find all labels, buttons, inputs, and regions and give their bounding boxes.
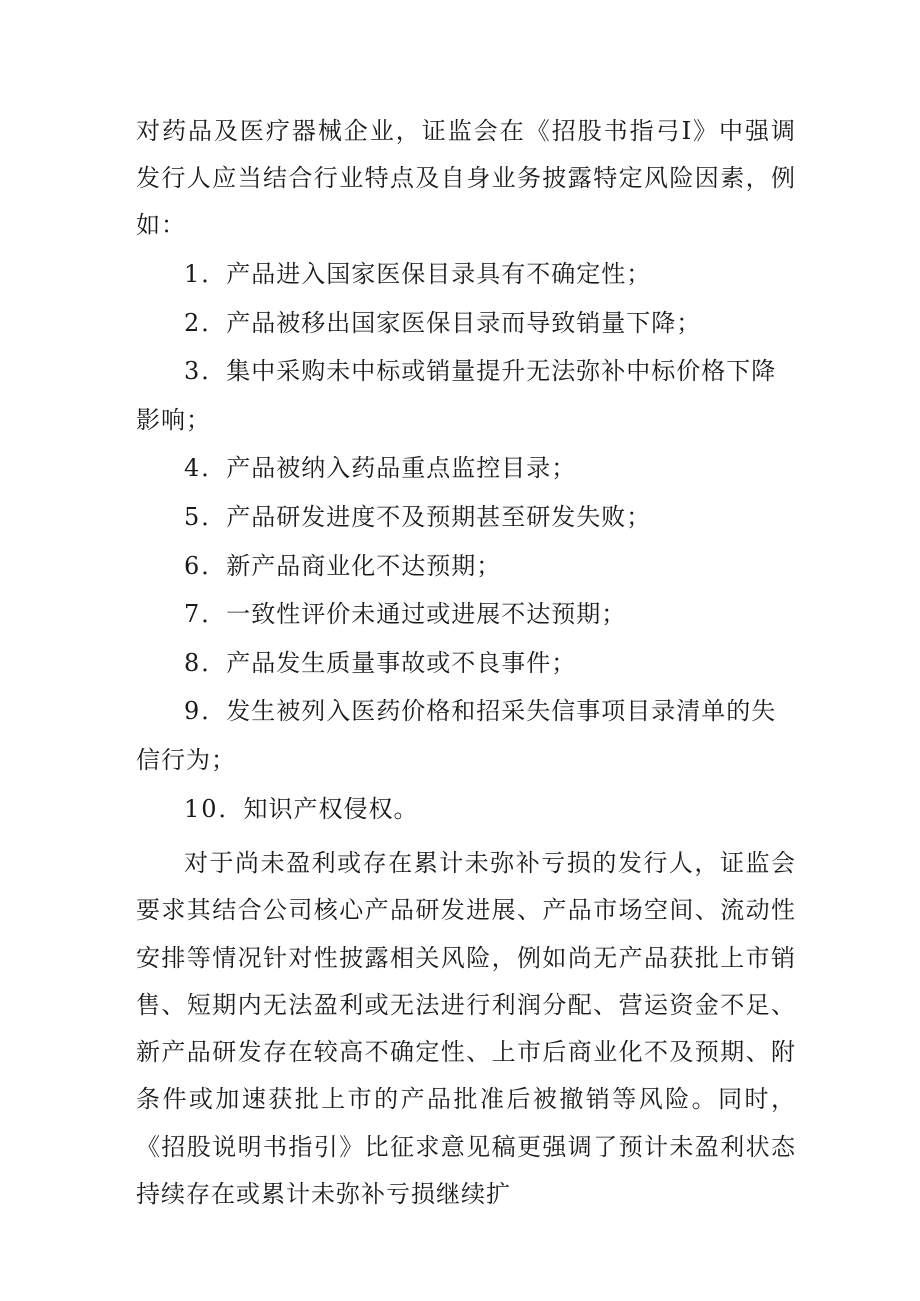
closing-paragraph: 对于尚未盈利或存在累计未弥补亏损的发行人，证监会要求其结合公司核心产品研发进展、产品市场空间、流动性安排等情况针对性披露相关风险，例如尚无产品获批上市销售、短期内无法盈利或无法进行利润分配、营运资金不足、新产品研发存在较高不确定性、上市后商业化不及预期、附条件或加速获批上市的产品批准后被撤销等风险。同时，《招股说明书指引》比征求意见稿更强调了预计未盈利状态持续存在或累计未弥补亏损继续扩 [136, 849, 796, 1209]
list-item [136, 444, 798, 493]
list-item [136, 687, 798, 784]
list-item-number: 10 [184, 794, 219, 823]
list-item [136, 299, 798, 348]
list-item [136, 250, 798, 299]
list-item [136, 590, 798, 639]
list-item-text: ．产品进入国家医保目录具有不确定性； [201, 260, 652, 288]
list-item-text: ．产品发生质量事故或不良事件； [201, 648, 577, 677]
list-item-text: ．产品被纳入药品重点监控目录； [201, 454, 577, 483]
list-item-text: ．新产品商业化不达预期； [201, 551, 502, 580]
risk-factor-list [136, 250, 798, 833]
list-item-text: ．发生被列入医药价格和招采失信事项目录清单的失信行为； [136, 697, 777, 774]
list-item [136, 347, 798, 444]
list-item-text: ．产品被移出国家医保目录而导致销量下降； [201, 308, 702, 337]
list-item [136, 785, 798, 834]
list-item-number: 1 [184, 260, 202, 288]
intro-paragraph: 对药品及医疗器械企业，证监会在《招股书指弓I》中强调发行人应当结合行业特点及自身业务披露特定风险因素，例如： [136, 117, 796, 239]
list-item-number: 3 [184, 357, 202, 386]
list-item-number: 7 [184, 600, 202, 629]
list-item [136, 639, 798, 688]
list-item-number: 2 [184, 308, 202, 337]
list-item-text: ．产品研发进度不及预期甚至研发失败； [201, 502, 652, 531]
list-item [136, 493, 798, 542]
list-item-number: 8 [184, 648, 202, 677]
list-item-text: ．一致性评价未通过或进展不达预期； [201, 600, 627, 629]
list-item-number: 5 [184, 502, 202, 531]
list-item-number: 9 [184, 697, 202, 726]
list-item-text: ．集中采购未中标或销量提升无法弥补中标价格下降影响； [136, 357, 777, 434]
list-item-number: 6 [184, 551, 202, 580]
list-item-number: 4 [184, 454, 202, 483]
list-item-text: ．知识产权侵权。 [218, 794, 419, 823]
list-item [136, 542, 798, 591]
